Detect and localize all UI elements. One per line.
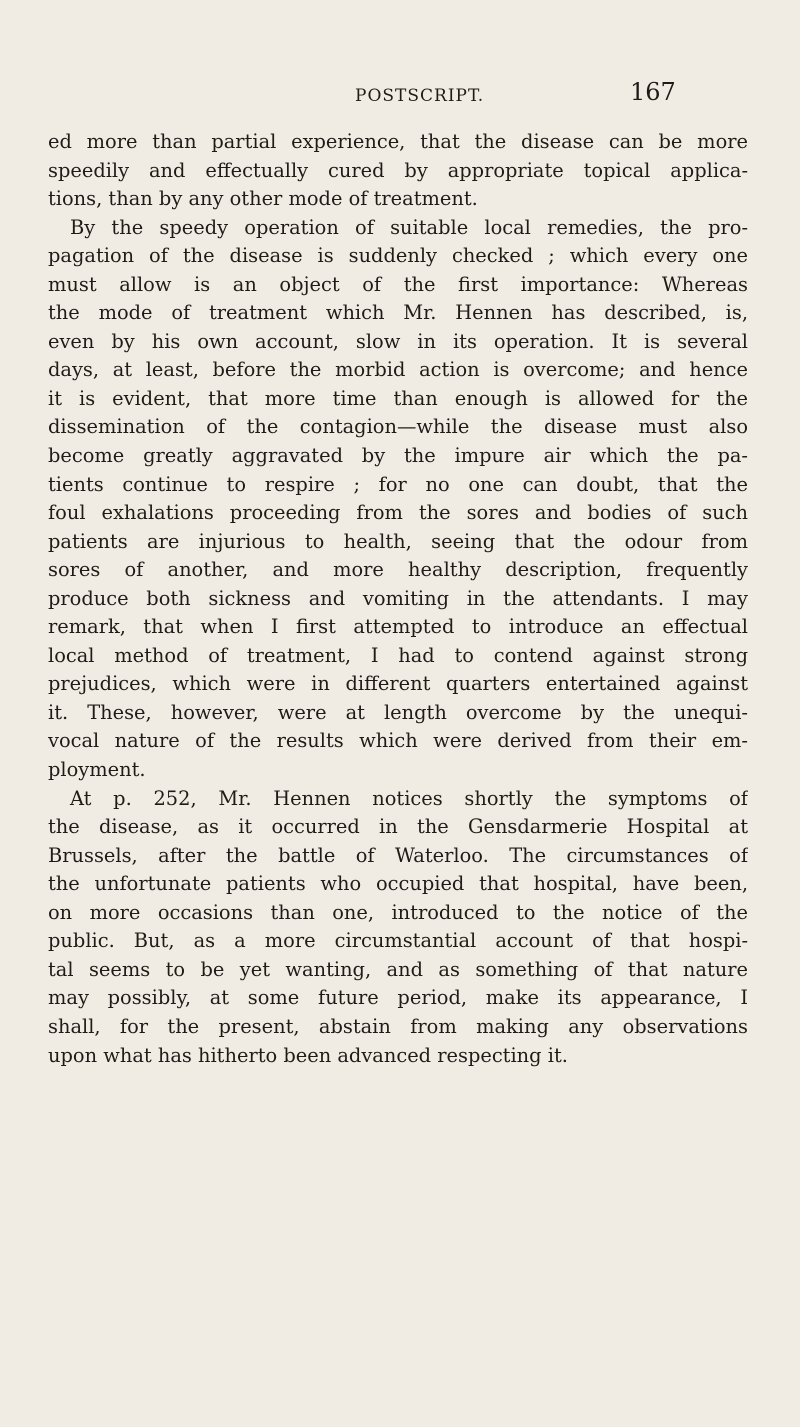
text-line: Brussels, after the battle of Waterloo. The circumstances of [48, 843, 748, 867]
body-text [48, 128, 748, 1070]
text-line: the disease, as it occurred in the Gensdarmerie Hospital at [48, 815, 748, 839]
text-line: days, at least, before the morbid action is overcome; and hence [48, 358, 748, 382]
paragraph-1 [48, 128, 748, 214]
running-head [0, 78, 800, 114]
text-line: the mode of treatment which Mr. Hennen has described, is, [48, 301, 748, 325]
text-line: vocal nature of the results which were derived from their em- [48, 729, 748, 753]
paragraph-2 [48, 214, 748, 785]
text-line: patients are injurious to health, seeing that the odour from [48, 529, 748, 553]
text-line: become greatly aggravated by the impure air which the pa- [48, 444, 748, 468]
paragraph-3 [48, 785, 748, 1070]
text-line: it is evident, that more time than enough is allowed for the [48, 386, 748, 410]
text-line: must allow is an object of the first importance: Whereas [48, 272, 748, 296]
text-line: even by his own account, slow in its operation. It is several [48, 329, 748, 353]
text-line: it. These, however, were at length overcome by the unequi- [48, 700, 748, 724]
text-line: tions, than by any other mode of treatment. [48, 187, 478, 211]
text-line: speedily and effectually cured by appropriate topical applica- [48, 158, 748, 182]
text-line: may possibly, at some future period, make its appearance, I [48, 986, 748, 1010]
text-line: sores of another, and more healthy description, frequently [48, 558, 748, 582]
text-line: foul exhalations proceeding from the sores and bodies of such [48, 501, 748, 525]
text-line: tal seems to be yet wanting, and as something of that nature [48, 957, 748, 981]
text-line: local method of treatment, I had to contend against strong [48, 643, 748, 667]
text-line: shall, for the present, abstain from making any observations [48, 1014, 748, 1038]
text-line: dissemination of the contagion—while the disease must also [48, 415, 748, 439]
text-line: ployment. [48, 758, 146, 782]
text-line: upon what has hitherto been advanced respecting it. [48, 1043, 568, 1067]
text-line: ed more than partial experience, that the disease can be more [48, 130, 748, 153]
page-number: 167 [630, 78, 676, 106]
text-line: public. But, as a more circumstantial account of that hospi- [48, 929, 748, 953]
text-line: At p. 252, Mr. Hennen notices shortly the symptoms of [70, 786, 748, 810]
text-line: remark, that when I first attempted to introduce an effectual [48, 615, 748, 639]
text-line: the unfortunate patients who occupied that hospital, have been, [48, 872, 748, 896]
text-line: produce both sickness and vomiting in the attendants. I may [48, 586, 748, 610]
text-line: By the speedy operation of suitable local remedies, the pro- [70, 215, 748, 239]
text-line: prejudices, which were in different quarters entertained against [48, 672, 748, 696]
text-line: pagation of the disease is suddenly checked ; which every one [48, 244, 748, 268]
text-line: on more occasions than one, introduced to the notice of the [48, 900, 748, 924]
text-line: tients continue to respire ; for no one can doubt, that the [48, 472, 748, 496]
running-head-title: POSTSCRIPT. [355, 86, 485, 106]
